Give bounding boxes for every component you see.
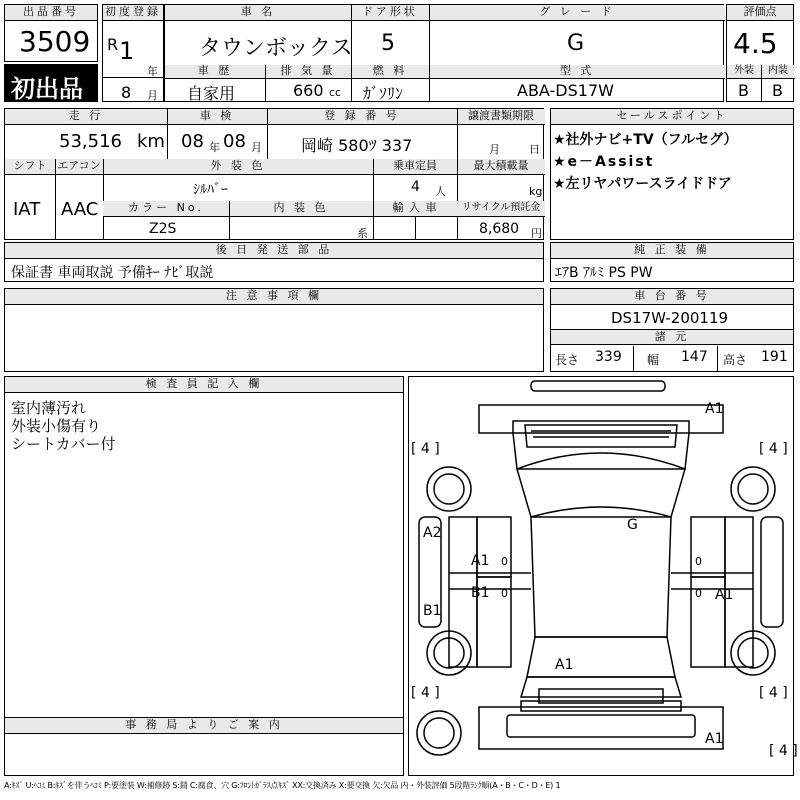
regno-value: 岡崎 580ﾂ 337: [301, 136, 413, 155]
inspection-month: 08: [223, 131, 246, 152]
recycle-unit: 円: [531, 227, 542, 240]
width-value: 147: [681, 349, 708, 365]
capacity-value: 4: [411, 179, 420, 195]
details-block: [4, 108, 544, 240]
tire-tread-mark: [ 4 ]: [759, 685, 788, 701]
tire-tread-mark: [ 4 ]: [759, 441, 788, 457]
chassis-number: DS17W-200119: [611, 309, 729, 327]
first-listing-badge: [4, 64, 98, 102]
color-no-value: Z2S: [149, 221, 177, 237]
inspector-box: [4, 376, 404, 776]
length-label: 長さ: [555, 353, 580, 367]
fuel-label: 燃 料: [351, 65, 429, 79]
mark-left-rear-door: B1: [471, 585, 490, 601]
inspector-note: 室内薄汚れ: [11, 399, 87, 417]
era-letter: R: [107, 35, 119, 54]
tire-tread-mark: [ 4 ]: [411, 441, 440, 457]
mark-left-quarter: B1: [423, 603, 442, 619]
length-value: 339: [595, 349, 622, 365]
delivery-parts-label: 後 日 発 送 部 品: [5, 243, 543, 259]
diagram-zero: 0: [695, 587, 702, 600]
inspector-note: 外装小傷有り: [11, 417, 102, 435]
load-label: 最大積載量: [457, 159, 545, 175]
month-value: 8: [121, 83, 132, 102]
legend-text: A:ｷｽﾞ U:ﾍｺﾐ B:ｷｽﾞを伴うﾍｺﾐ P:要塗装 W:補修跡 S:錆 C:腐食、穴 G:ﾌﾛﾝﾄｶﾞﾗｽ点ｷｽﾞ XX:交換済み X:要交換 欠:欠品 内・外装評価 5段階ﾗﾝｸ順(A・B・C・D・E) 1: [4, 781, 561, 790]
mark-tailgate: A1: [555, 657, 574, 673]
sales-point-item: ★社外ナビ+TV（フルセグ）: [553, 132, 738, 148]
notes-label: 注 意 事 項 欄: [5, 289, 543, 305]
ext-color-label: 外 装 色: [103, 159, 373, 175]
width-label: 幅: [647, 353, 660, 367]
mileage-label: 走 行: [5, 109, 167, 125]
recycle-label: リサイクル預託金: [457, 201, 545, 217]
height-label: 高さ: [723, 353, 748, 367]
car-name-label: 車 名: [165, 5, 351, 21]
delivery-parts-value: 保証書 車両取説 予備ｷｰ ﾅﾋﾞ取説: [11, 265, 214, 281]
lot-number: 3509: [19, 25, 91, 58]
mark-rear-bumper: A1: [705, 731, 724, 747]
first-registration-label: 初度登録: [103, 5, 163, 21]
sales-points-box: [550, 108, 794, 240]
damage-diagram: [408, 376, 798, 776]
mark-left-fender: A2: [423, 525, 442, 541]
sales-point-item: ★左リヤパワースライドドア: [553, 176, 732, 192]
sales-point-item: ★e－Assist: [553, 154, 655, 170]
score-cell: [726, 4, 794, 102]
import-label: 輸 入 車: [373, 201, 457, 217]
exterior-label: 外装: [727, 65, 761, 79]
month-unit: 月: [147, 89, 158, 102]
tire-tread-mark: [ 4 ]: [769, 743, 798, 759]
office-label: 事 務 局 よ り ご 案 内: [5, 718, 403, 734]
int-color-unit: 系: [357, 227, 368, 240]
lot-number-cell: [4, 4, 98, 62]
diagram-zero: 0: [501, 555, 508, 568]
history-label: 車 歴: [165, 65, 265, 79]
tire-tread-mark: [ 4 ]: [411, 685, 440, 701]
ext-color-value: ｼﾙﾊﾞｰ: [193, 182, 228, 198]
diagram-zero: 0: [501, 587, 508, 600]
mark-left-front-door: A1: [471, 553, 490, 569]
lot-label: 出品番号: [5, 5, 97, 21]
aircon-label: エアコン: [55, 159, 103, 175]
transfer-label: 譲渡書類期限: [457, 109, 545, 125]
shift-value: IAT: [13, 199, 41, 220]
mark-right-rear-door: A1: [715, 587, 734, 603]
car-diagram-svg: [409, 377, 793, 775]
door-value: 5: [381, 31, 395, 56]
interior-grade: B: [772, 81, 783, 100]
displacement-value: 660: [293, 81, 324, 100]
color-no-label: カラー No.: [103, 201, 229, 217]
mileage-unit: km: [137, 131, 165, 152]
capacity-unit: 人: [435, 185, 446, 198]
vehicle-info-block: [164, 4, 724, 102]
model-value: ABA-DS17W: [517, 81, 614, 100]
regno-label: 登 録 番 号: [267, 109, 457, 125]
diagram-zero: 0: [695, 555, 702, 568]
mark-front-bumper: A1: [705, 401, 724, 417]
inspection-month-unit: 月: [251, 141, 262, 154]
inspector-label: 検 査 員 記 入 欄: [5, 377, 403, 393]
fuel-value: ｶﾞｿﾘﾝ: [363, 84, 404, 103]
inspector-note: シートカバー付: [11, 435, 116, 453]
score-value: 4.5: [733, 27, 778, 60]
grade-label: グ レ ー ド: [429, 5, 725, 21]
mark-windshield: G: [627, 517, 638, 533]
sales-points-label: セールスポイント: [551, 109, 793, 125]
delivery-parts-box: [4, 242, 544, 282]
chassis-box: [550, 288, 794, 372]
inspection-label: 車 検: [167, 109, 267, 125]
era-year: 1: [119, 37, 135, 65]
first-listing-text: 初出品: [11, 75, 83, 103]
interior-label: 内装: [761, 65, 795, 79]
year-unit: 年: [147, 65, 158, 78]
chassis-label: 車 台 番 号: [551, 289, 793, 305]
equipment-label: 純 正 装 備: [551, 243, 793, 259]
first-registration-cell: [102, 4, 164, 102]
inspection-year-unit: 年: [209, 141, 220, 154]
recycle-value: 8,680: [479, 221, 520, 237]
int-color-label: 内 装 色: [229, 201, 373, 217]
door-label: ドア形状: [351, 5, 429, 21]
aircon-value: AAC: [61, 199, 99, 220]
equipment-box: [550, 242, 794, 282]
grade-value: G: [567, 31, 585, 56]
notes-box: [4, 288, 544, 372]
transfer-month-unit: 月: [489, 143, 500, 156]
mileage-value: 53,516: [59, 131, 122, 152]
transfer-day-unit: 日: [529, 143, 540, 156]
inspection-year: 08: [181, 131, 204, 152]
equipment-value: ｴｱB ｱﾙﾐ PS PW: [555, 265, 653, 281]
spec-label: 諸 元: [551, 329, 793, 345]
displacement-label: 排 気 量: [265, 65, 351, 79]
load-unit: kg: [529, 185, 543, 198]
model-label: 型 式: [429, 65, 725, 79]
height-value: 191: [761, 349, 788, 365]
history-value: 自家用: [187, 84, 236, 103]
capacity-label: 乗車定員: [373, 159, 457, 175]
exterior-grade: B: [738, 81, 749, 100]
shift-label: シフト: [5, 159, 55, 175]
score-label: 評価点: [727, 5, 793, 21]
car-name: タウンボックス: [199, 36, 353, 61]
displacement-unit: cc: [329, 86, 342, 99]
